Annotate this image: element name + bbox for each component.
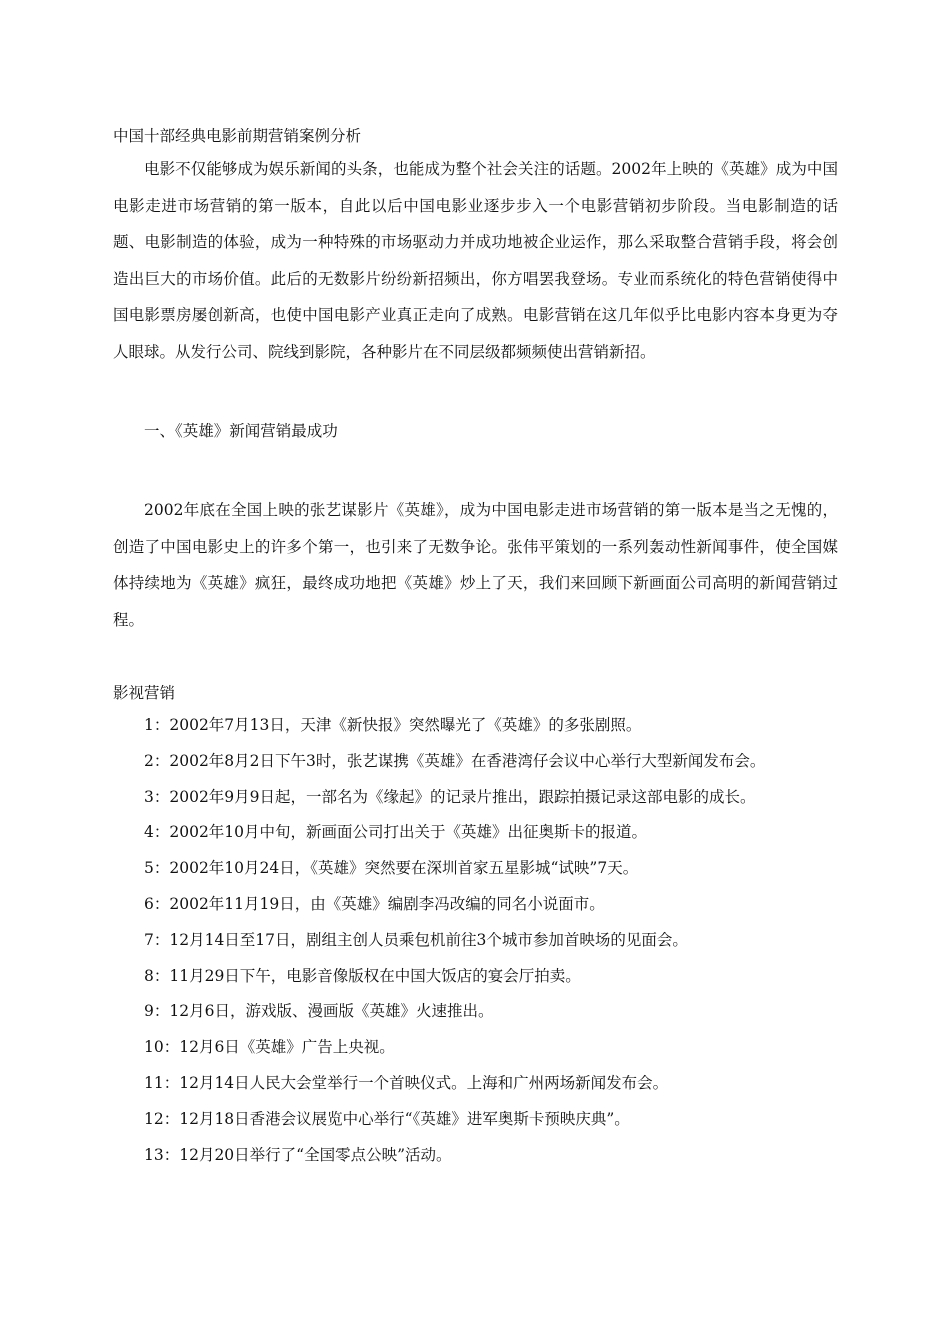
intro-paragraph: 电影不仅能够成为娱乐新闻的头条，也能成为整个社会关注的话题。2002年上映的《英雄》成为中国电影走进市场营销的第一版本，自此以后中国电影业逐步步入一个电影营销初步阶段。当电影制造的话题、电影制造的体验，成为一种特殊的市场驱动力并成功地被企业运作，那么采取整合营销手段，将会创造出巨大的市场价值。此后的无数影片纷纷新招频出，你方唱罢我登场。专业而系统化的特色营销使得中国电影票房屡创新高，也使中国电影产业真正走向了成熟。电影营销在这几年似乎比电影内容本身更为夺人眼球。从发行公司、院线到影院，各种影片在不同层级都频频使出营销新招。 [113, 160, 838, 361]
list-item: 5：2002年10月24日，《英雄》突然要在深圳首家五星影城“试映”7天。 [144, 859, 639, 878]
list-item: 9：12月6日，游戏版、漫画版《英雄》火速推出。 [144, 1002, 494, 1021]
spacer [113, 446, 838, 492]
list-item: 7：12月14日至17日，剧组主创人员乘包机前往3个城市参加首映场的见面会。 [144, 930, 688, 949]
list-item: 6：2002年11月19日，由《英雄》编剧李冯改编的同名小说面市。 [144, 894, 605, 913]
list-item: 12：12月18日香港会议展览中心举行“《英雄》进军奥斯卡预映庆典”。 [144, 1109, 630, 1128]
list-item: 3：2002年9月9日起，一部名为《缘起》的记录片推出，跟踪拍摄记录这部电影的成长。 [144, 787, 756, 806]
list-item: 13：12月20日举行了“全国零点公映”活动。 [144, 1145, 452, 1164]
spacer [113, 370, 838, 416]
list-item: 10：12月6日《英雄》广告上央视。 [144, 1038, 395, 1057]
list-item: 4：2002年10月中旬，新画面公司打出关于《英雄》出征奥斯卡的报道。 [144, 823, 648, 842]
list-label: 影视营销 [113, 684, 176, 702]
document-page [113, 121, 838, 1173]
section-paragraph: 2002年底在全国上映的张艺谋影片《英雄》，成为中国电影走进市场营销的第一版本是当之无愧的，创造了中国电影史上的许多个第一，也引来了无数争论。张伟平策划的一系列轰动性新闻事件，使全国媒体持续地为《英雄》疯狂，最终成功地把《英雄》炒上了天，我们来回顾下新画面公司高明的新闻营销过程。 [113, 501, 838, 629]
list-item: 2：2002年8月2日下午3时，张艺谋携《英雄》在香港湾仔会议中心举行大型新闻发布会。 [144, 751, 766, 770]
list-item: 11：12月14日人民大会堂举行一个首映仪式。上海和广州两场新闻发布会。 [144, 1073, 669, 1092]
document-title: 中国十部经典电影前期营销案例分析 [113, 127, 362, 145]
event-list [113, 708, 838, 1173]
section-heading: 一、《英雄》新闻营销最成功 [144, 422, 338, 440]
spacer [113, 638, 838, 678]
list-item: 8：11月29日下午，电影音像版权在中国大饭店的宴会厅拍卖。 [144, 966, 581, 985]
list-item: 1：2002年7月13日，天津《新快报》突然曝光了《英雄》的多张剧照。 [144, 716, 642, 734]
